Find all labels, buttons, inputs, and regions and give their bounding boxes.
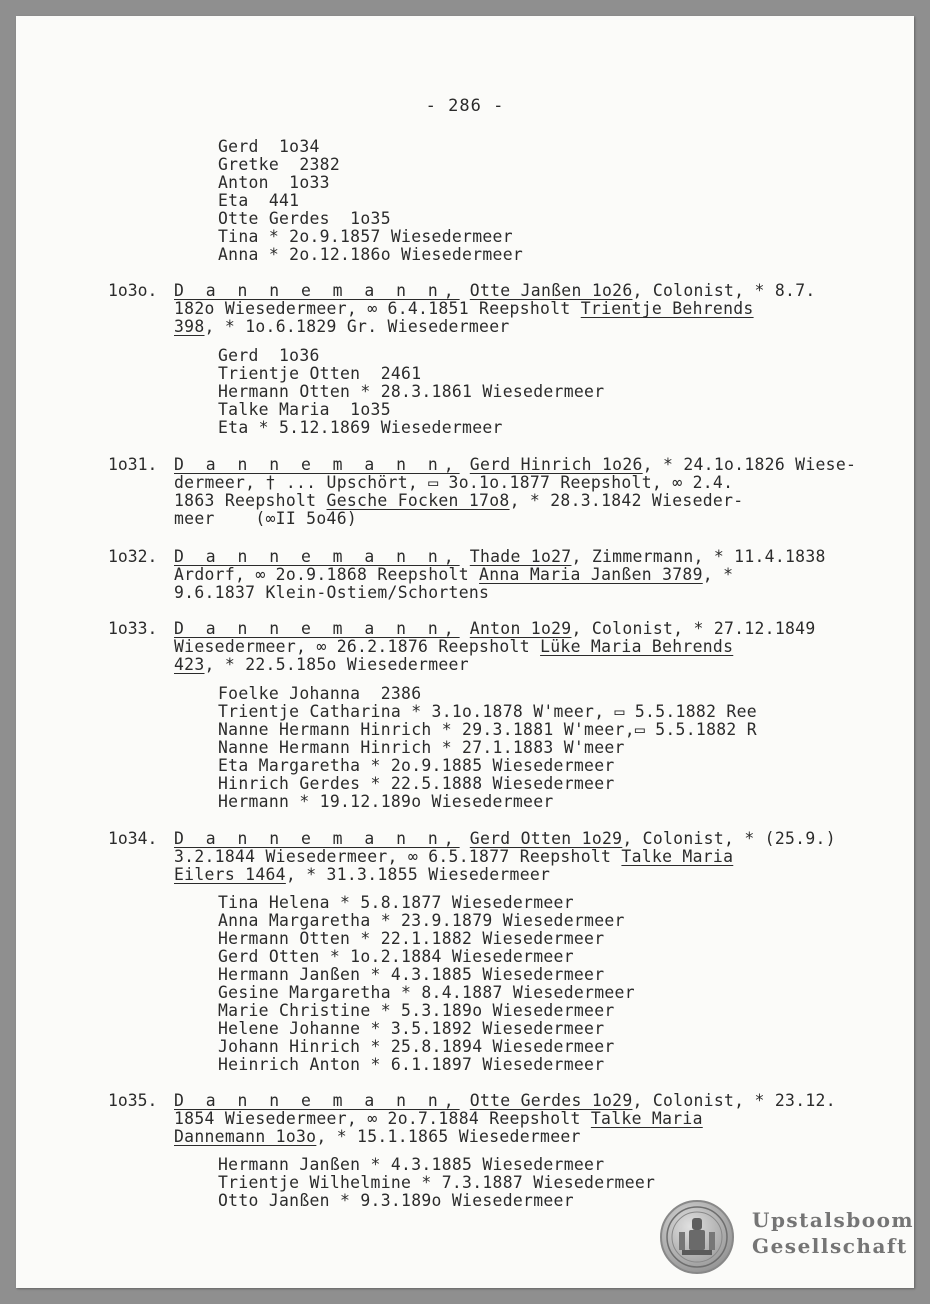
child-line: Anna Margaretha * 23.9.1879 Wiesedermeer [218, 911, 625, 930]
child-line: Hermann Otten * 22.1.1882 Wiesedermeer [218, 929, 605, 948]
child-line: Eta 441 [218, 191, 300, 210]
child-line: Gerd 1o36 [218, 346, 320, 365]
child-line: Tina * 2o.9.1857 Wiesedermeer [218, 227, 513, 246]
child-line: Hermann * 19.12.189o Wiesedermeer [218, 792, 554, 811]
person-name: D a n n e m a n n, [174, 829, 460, 848]
person-name: D a n n e m a n n, [174, 1091, 460, 1110]
watermark-line2: Gesellschaft [752, 1234, 908, 1258]
entry-line: Ardorf, ∞ 2o.9.1868 Reepsholt Anna Maria Janßen 3789, * [174, 565, 734, 584]
child-line: Tina Helena * 5.8.1877 Wiesedermeer [218, 893, 574, 912]
entry-line: D a n n e m a n n, Otte Janßen 1o26, Colonist, * 8.7. [174, 281, 816, 300]
entry-line: Eilers 1464, * 31.3.1855 Wiesedermeer [174, 865, 551, 884]
entry-line: dermeer, † ... Upschört, ▭ 3o.1o.1877 Reepsholt, ∞ 2.4. [174, 473, 734, 492]
child-line: Marie Christine * 5.3.189o Wiesedermeer [218, 1001, 615, 1020]
child-line: Hermann Janßen * 4.3.1885 Wiesedermeer [218, 965, 605, 984]
entry-line: 423, * 22.5.185o Wiesedermeer [174, 655, 469, 674]
child-line: Otte Gerdes 1o35 [218, 209, 391, 228]
entry-line: D a n n e m a n n, Anton 1o29, Colonist, * 27.12.1849 [174, 619, 816, 638]
entry-line: D a n n e m a n n, Thade 1o27, Zimmermann, * 11.4.1838 [174, 547, 826, 566]
child-line: Trientje Otten 2461 [218, 364, 422, 383]
entry-number: 1o3o. [108, 281, 158, 300]
upstalsboom-seal-icon [660, 1200, 734, 1274]
child-line: Eta Margaretha * 2o.9.1885 Wiesedermeer [218, 756, 615, 775]
child-line: Foelke Johanna 2386 [218, 684, 422, 703]
watermark-line1: Upstalsboom [752, 1208, 915, 1232]
entry-line: 1863 Reepsholt Gesche Focken 17o8, * 28.3.1842 Wieseder- [174, 491, 744, 510]
entry-line: D a n n e m a n n, Gerd Hinrich 1o26, * 24.1o.1826 Wiese- [174, 455, 857, 474]
entry-number: 1o32. [108, 547, 158, 566]
child-line: Hermann Otten * 28.3.1861 Wiesedermeer [218, 382, 605, 401]
child-line: Gretke 2382 [218, 155, 341, 174]
entry-line: 182o Wiesedermeer, ∞ 6.4.1851 Reepsholt Trientje Behrends [174, 299, 754, 318]
child-line: Otto Janßen * 9.3.189o Wiesedermeer [218, 1191, 574, 1210]
entry-line: D a n n e m a n n, Otte Gerdes 1o29, Colonist, * 23.12. [174, 1091, 836, 1110]
document-page [16, 16, 914, 1288]
child-line: Gesine Margaretha * 8.4.1887 Wiesedermeer [218, 983, 635, 1002]
child-line: Heinrich Anton * 6.1.1897 Wiesedermeer [218, 1055, 605, 1074]
child-line: Talke Maria 1o35 [218, 400, 391, 419]
child-line: Anton 1o33 [218, 173, 330, 192]
child-line: Trientje Wilhelmine * 7.3.1887 Wiesedermeer [218, 1173, 656, 1192]
child-line: Hermann Janßen * 4.3.1885 Wiesedermeer [218, 1155, 605, 1174]
entry-number: 1o33. [108, 619, 158, 638]
child-line: Trientje Catharina * 3.1o.1878 W'meer, ▭ 5.5.1882 Ree [218, 702, 757, 721]
child-line: Hinrich Gerdes * 22.5.1888 Wiesedermeer [218, 774, 615, 793]
entry-line: 398, * 1o.6.1829 Gr. Wiesedermeer [174, 317, 510, 336]
watermark-logo [660, 1200, 915, 1276]
child-line: Nanne Hermann Hinrich * 27.1.1883 W'meer [218, 738, 625, 757]
entry-number: 1o35. [108, 1091, 158, 1110]
entry-line: 3.2.1844 Wiesedermeer, ∞ 6.5.1877 Reepsholt Talke Maria [174, 847, 734, 866]
child-line: Gerd Otten * 1o.2.1884 Wiesedermeer [218, 947, 574, 966]
entry-line: 1854 Wiesedermeer, ∞ 2o.7.1884 Reepsholt Talke Maria [174, 1109, 703, 1128]
child-line: Eta * 5.12.1869 Wiesedermeer [218, 418, 503, 437]
entry-line: Wiesedermeer, ∞ 26.2.1876 Reepsholt Lüke Maria Behrends [174, 637, 734, 656]
child-line: Nanne Hermann Hinrich * 29.3.1881 W'meer,▭ 5.5.1882 R [218, 720, 757, 739]
child-line: Helene Johanne * 3.5.1892 Wiesedermeer [218, 1019, 605, 1038]
entry-line: meer (∞II 5o46) [174, 509, 358, 528]
entry-number: 1o31. [108, 455, 158, 474]
person-name: D a n n e m a n n, [174, 281, 460, 300]
entry-line: 9.6.1837 Klein-Ostiem/Schortens [174, 583, 490, 602]
entry-line: D a n n e m a n n, Gerd Otten 1o29, Colonist, * (25.9.) [174, 829, 836, 848]
page-number: - 286 - [425, 96, 505, 116]
child-line: Johann Hinrich * 25.8.1894 Wiesedermeer [218, 1037, 615, 1056]
person-name: D a n n e m a n n, [174, 547, 460, 566]
person-name: D a n n e m a n n, [174, 455, 460, 474]
child-line: Anna * 2o.12.186o Wiesedermeer [218, 245, 524, 264]
child-line: Gerd 1o34 [218, 137, 320, 156]
person-name: D a n n e m a n n, [174, 619, 460, 638]
entry-number: 1o34. [108, 829, 158, 848]
entry-line: Dannemann 1o3o, * 15.1.1865 Wiesedermeer [174, 1127, 581, 1146]
